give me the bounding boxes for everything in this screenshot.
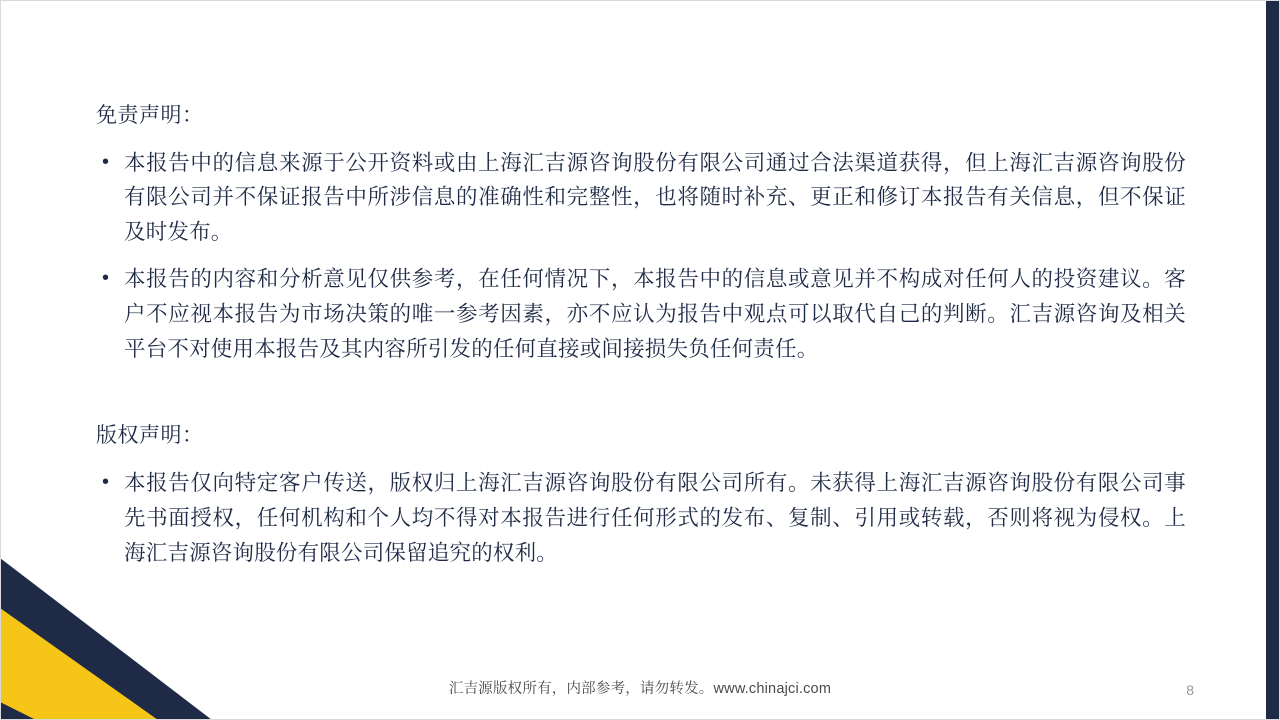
copyright-bullet-list	[96, 466, 1186, 570]
right-edge-stripe	[1266, 0, 1280, 720]
disclaimer-title: 免责声明：	[96, 104, 204, 127]
disclaimer-bullet-list	[96, 146, 1186, 367]
right-edge-stripe-gap	[1263, 0, 1266, 720]
list-item: • 本报告中的信息来源于公开资料或由上海汇吉源咨询股份有限公司通过合法渠道获得，但上海汇吉源咨询股份有限公司并不保证报告中所涉信息的准确性和完整性，也将随时补充、更正和修订本报告有关信息，但不保证及时发布。	[96, 146, 1186, 250]
list-item: • 本报告仅向特定客户传送，版权归上海汇吉源咨询股份有限公司所有。未获得上海汇吉源咨询股份有限公司事先书面授权，任何机构和个人均不得对本报告进行任何形式的发布、复制、引用或转载，否则将视为侵权。上海汇吉源咨询股份有限公司保留追究的权利。	[96, 466, 1186, 570]
footer-text: 汇吉源版权所有，内部参考，请勿转发。www.chinajci.com	[448, 681, 832, 697]
slide-footer	[0, 677, 1280, 698]
page-number: 8	[1186, 682, 1194, 698]
list-item: • 本报告的内容和分析意见仅供参考，在任何情况下，本报告中的信息或意见并不构成对任何人的投资建议。客户不应视本报告为市场决策的唯一参考因素，亦不应认为报告中观点可以取代自己的判断。汇吉源咨询及相关平台不对使用本报告及其内容所引发的任何直接或间接损失负任何责任。	[96, 262, 1186, 366]
section-spacer	[96, 378, 1186, 420]
copyright-title: 版权声明：	[96, 424, 204, 448]
slide-content	[96, 100, 1186, 582]
